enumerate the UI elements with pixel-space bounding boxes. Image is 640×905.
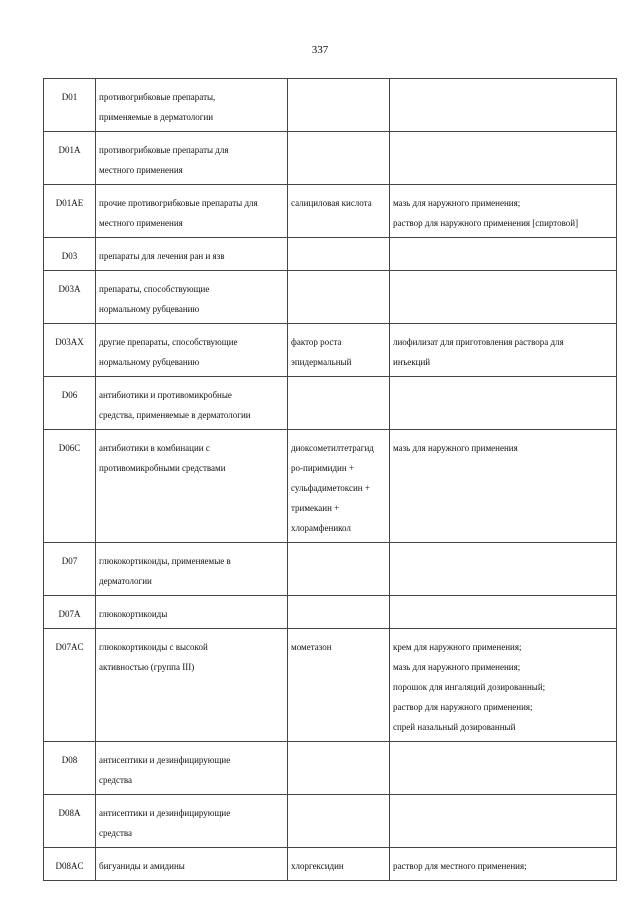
substance-cell bbox=[288, 795, 390, 848]
substance-cell bbox=[288, 377, 390, 430]
dosage-form-cell bbox=[390, 132, 617, 185]
group-name-line: антибиотики и противомикробные bbox=[99, 390, 232, 400]
substance-cell bbox=[288, 543, 390, 596]
atc-code-cell: D06 bbox=[44, 377, 96, 430]
group-name-cell bbox=[96, 132, 288, 185]
dosage-form-line: лиофилизат для приготовления раствора для bbox=[393, 337, 564, 347]
group-name-line: дерматологии bbox=[99, 576, 152, 586]
group-name-line: прочие противогрибковые препараты для bbox=[99, 198, 258, 208]
group-name-line: противогрибковые препараты для bbox=[99, 145, 229, 155]
substance-cell bbox=[288, 596, 390, 629]
group-name-cell bbox=[96, 271, 288, 324]
atc-code-cell: D08AC bbox=[44, 848, 96, 881]
group-name-line: активностью (группа III) bbox=[99, 662, 195, 672]
dosage-form-line: раствор для наружного применения; bbox=[393, 702, 533, 712]
group-name-line: глюкокортикоиды bbox=[99, 609, 168, 619]
dosage-form-cell bbox=[390, 848, 617, 881]
substance-line: хлоргексидин bbox=[291, 861, 344, 871]
group-name-line: противогрибковые препараты, bbox=[99, 92, 216, 102]
dosage-form-line: раствор для местного применения; bbox=[393, 861, 527, 871]
group-name-cell bbox=[96, 596, 288, 629]
substance-line: фактор роста bbox=[291, 337, 342, 347]
substance-cell bbox=[288, 271, 390, 324]
group-name-cell bbox=[96, 79, 288, 132]
atc-code-cell: D03A bbox=[44, 271, 96, 324]
atc-code-cell: D07A bbox=[44, 596, 96, 629]
table-row bbox=[44, 324, 617, 377]
atc-code-cell: D07AC bbox=[44, 629, 96, 742]
group-name-line: глюкокортикоиды, применяемые в bbox=[99, 556, 231, 566]
substance-line: мометазон bbox=[291, 642, 332, 652]
table-row bbox=[44, 271, 617, 324]
substance-cell bbox=[288, 629, 390, 742]
group-name-cell bbox=[96, 324, 288, 377]
table-row bbox=[44, 377, 617, 430]
substance-line: ро-пиримидин + bbox=[291, 463, 354, 473]
dosage-form-cell bbox=[390, 543, 617, 596]
group-name-line: применяемые в дерматологии bbox=[99, 112, 214, 122]
group-name-line: средства bbox=[99, 775, 133, 785]
atc-code-cell: D08A bbox=[44, 795, 96, 848]
dosage-form-cell bbox=[390, 185, 617, 238]
dosage-form-cell bbox=[390, 596, 617, 629]
table-row bbox=[44, 79, 617, 132]
substance-cell bbox=[288, 430, 390, 543]
group-name-line: препараты, способствующие bbox=[99, 284, 210, 294]
atc-code-cell: D06C bbox=[44, 430, 96, 543]
dosage-form-line: порошок для ингаляций дозированный; bbox=[393, 682, 546, 692]
dosage-form-line: мазь для наружного применения; bbox=[393, 662, 521, 672]
group-name-line: противомикробными средствами bbox=[99, 463, 226, 473]
group-name-cell bbox=[96, 795, 288, 848]
substance-line: сульфадиметоксин + bbox=[291, 483, 370, 493]
atc-code-cell: D08 bbox=[44, 742, 96, 795]
substance-line: тримекаин + bbox=[291, 503, 340, 513]
group-name-line: средства bbox=[99, 828, 133, 838]
dosage-form-cell bbox=[390, 377, 617, 430]
table-row bbox=[44, 596, 617, 629]
dosage-form-line: мазь для наружного применения bbox=[393, 443, 518, 453]
atc-code-cell: D07 bbox=[44, 543, 96, 596]
substance-cell bbox=[288, 324, 390, 377]
dosage-form-line: крем для наружного применения; bbox=[393, 642, 522, 652]
dosage-form-line: мазь для наружного применения; bbox=[393, 198, 521, 208]
group-name-cell bbox=[96, 185, 288, 238]
table-row bbox=[44, 543, 617, 596]
substance-cell bbox=[288, 79, 390, 132]
atc-code-cell: D03AX bbox=[44, 324, 96, 377]
group-name-line: средства, применяемые в дерматологии bbox=[99, 410, 251, 420]
group-name-line: местного применения bbox=[99, 218, 183, 228]
table-row bbox=[44, 795, 617, 848]
group-name-line: препараты для лечения ран и язв bbox=[99, 251, 225, 261]
dosage-form-cell bbox=[390, 238, 617, 271]
group-name-line: антибиотики в комбинации с bbox=[99, 443, 210, 453]
group-name-line: бигуаниды и амидины bbox=[99, 861, 185, 871]
dosage-form-line: инъекций bbox=[393, 357, 431, 367]
table-row bbox=[44, 185, 617, 238]
table-body bbox=[44, 79, 617, 881]
dosage-form-cell bbox=[390, 795, 617, 848]
dosage-form-cell bbox=[390, 629, 617, 742]
dosage-form-cell bbox=[390, 430, 617, 543]
table-row bbox=[44, 742, 617, 795]
group-name-line: другие препараты, способствующие bbox=[99, 337, 238, 347]
substance-line: салициловая кислота bbox=[291, 198, 372, 208]
substance-line: эпидермальный bbox=[291, 357, 352, 367]
table-row bbox=[44, 238, 617, 271]
substance-cell bbox=[288, 132, 390, 185]
atc-code-cell: D03 bbox=[44, 238, 96, 271]
atc-code-cell: D01A bbox=[44, 132, 96, 185]
substance-cell bbox=[288, 185, 390, 238]
atc-code-cell: D01AE bbox=[44, 185, 96, 238]
substance-cell bbox=[288, 742, 390, 795]
dosage-form-cell bbox=[390, 79, 617, 132]
table-row bbox=[44, 848, 617, 881]
group-name-cell bbox=[96, 377, 288, 430]
group-name-cell bbox=[96, 848, 288, 881]
group-name-line: антисептики и дезинфицирующие bbox=[99, 808, 231, 818]
group-name-line: нормальному рубцеванию bbox=[99, 304, 200, 314]
group-name-line: антисептики и дезинфицирующие bbox=[99, 755, 231, 765]
group-name-cell bbox=[96, 430, 288, 543]
group-name-line: местного применения bbox=[99, 165, 183, 175]
table-row bbox=[44, 629, 617, 742]
atc-code-cell: D01 bbox=[44, 79, 96, 132]
table-row bbox=[44, 430, 617, 543]
dosage-form-cell bbox=[390, 324, 617, 377]
substance-line: диоксометилтетрагид bbox=[291, 443, 374, 453]
substance-cell bbox=[288, 848, 390, 881]
group-name-line: глюкокортикоиды с высокой bbox=[99, 642, 208, 652]
dosage-form-line: раствор для наружного применения [спиртовой] bbox=[393, 218, 579, 228]
group-name-cell bbox=[96, 543, 288, 596]
substance-line: хлорамфеникол bbox=[291, 523, 351, 533]
page-number: 337 bbox=[311, 44, 329, 56]
group-name-cell bbox=[96, 742, 288, 795]
group-name-cell bbox=[96, 629, 288, 742]
substance-cell bbox=[288, 238, 390, 271]
drug-classification-table bbox=[43, 78, 617, 881]
group-name-cell bbox=[96, 238, 288, 271]
dosage-form-cell bbox=[390, 742, 617, 795]
group-name-line: нормальному рубцеванию bbox=[99, 357, 200, 367]
dosage-form-cell bbox=[390, 271, 617, 324]
table-row bbox=[44, 132, 617, 185]
dosage-form-line: спрей назальный дозированный bbox=[393, 722, 516, 732]
